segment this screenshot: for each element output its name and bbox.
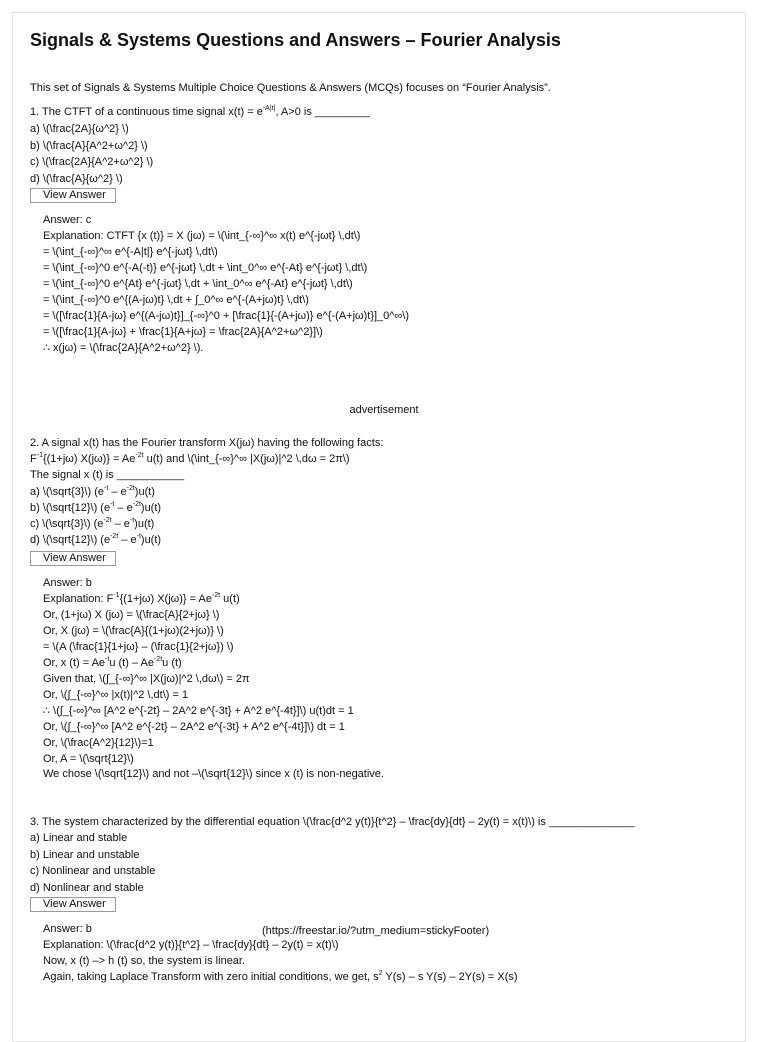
q3-option-d: d) Nonlinear and stable bbox=[30, 882, 144, 894]
q2-explanation-line: Or, \(\frac{A^2}{12}\)=1 bbox=[43, 737, 154, 749]
q2-explanation-line: Or, (1+jω) X (jω) = \(\frac{A}{2+jω} \) bbox=[43, 609, 220, 621]
q3-option-c: c) Nonlinear and unstable bbox=[30, 865, 156, 877]
advertisement-label: advertisement bbox=[349, 404, 419, 416]
q1-explanation-line: = \([\frac{1}{A-jω} e^{(A-jω)t}]_{-∞}^0 + [\frac{1}{-(A+jω)} e^{-(A+jω)t}]_0^∞\) bbox=[43, 310, 410, 322]
intro-text: This set of Signals & Systems Multiple Choice Questions & Answers (MCQs) focuses on “Fourier Analysis”. bbox=[30, 82, 551, 94]
q2-explanation-line: Given that, \(∫_{-∞}^∞ |X(jω)|^2 \,dω\) = 2π bbox=[43, 673, 250, 685]
page-title: Signals & Systems Questions and Answers – Fourier Analysis bbox=[30, 30, 561, 50]
q3-explanation-line: Explanation: \(\frac{d^2 y(t)}{t^2} – \frac{dy}{dt} – 2y(t) = x(t)\) bbox=[43, 939, 339, 951]
q2-explanation-line: Or, \(∫_{-∞}^∞ |x(t)|^2 \,dt\) = 1 bbox=[43, 689, 189, 701]
q2-view-answer-button[interactable]: View Answer bbox=[30, 551, 116, 566]
q1-explanation-line: = \(\int_{-∞}^0 e^{At} e^{-jωt} \,dt + \int_0^∞ e^{-At} e^{-jωt} \,dt\) bbox=[43, 278, 353, 290]
q1-explanation-line: = \(\int_{-∞}^0 e^{(A-jω)t} \,dt + ∫_0^∞ e^{-(A+jω)t} \,dt\) bbox=[43, 294, 309, 306]
q2-explanation-line: ∴ \(∫_{-∞}^∞ [A^2 e^{-2t} – 2A^2 e^{-3t} + A^2 e^{-4t}]\) u(t)dt = 1 bbox=[43, 705, 354, 717]
q2-blank: ___________ bbox=[116, 469, 185, 481]
sticky-footer-link[interactable]: (https://freestar.io/?utm_medium=stickyFooter) bbox=[262, 925, 490, 937]
q2-facts: $F^{-1}\{(1+j\omega) X(j\omega)\} = Ae^{-2t}$ u(t) and \(\int_{-∞}^∞ |X(jω)|^2 \,dω = 2π\) bbox=[30, 452, 350, 465]
q2-explanation-line: Or, A = \(\sqrt{12}\) bbox=[43, 753, 134, 765]
q1-option-d: d) \(\frac{A}{ω^2} \) bbox=[30, 173, 123, 185]
q1-option-a: a) \(\frac{2A}{ω^2} \) bbox=[30, 123, 129, 135]
q1-explanation-line: = \(\int_{-∞}^∞ e^{-A|t|} e^{-jωt} \,dt\) bbox=[43, 246, 218, 258]
q1-explanation-line: = \([\frac{1}{A-jω} + \frac{1}{A+jω} = \frac{2A}{A^2+ω^2}]\) bbox=[43, 326, 323, 338]
q3-option-b: b) Linear and unstable bbox=[30, 849, 140, 861]
q2-answer: Answer: b bbox=[43, 577, 92, 589]
q3-answer: Answer: b bbox=[43, 923, 92, 935]
q2-option-a: a) \(\sqrt{3}\) $(e^{-t} - e^{-2t})u(t)$ bbox=[30, 485, 155, 498]
q1-option-b: b) \(\frac{A}{A^2+ω^2} \) bbox=[30, 140, 148, 152]
q2-explanation-line: Or, x $(t) = Ae^{-t}u$ $(t) - Ae^{-2t}u$ (t) bbox=[43, 656, 182, 669]
q1-blank: _________ bbox=[314, 106, 370, 118]
q3-stem: 3. The system characterized by the differential equation \(\frac{d^2 y(t)}{t^2} – \frac{dy}{dt} – 2y(t) = x(t)\) is ______________ bbox=[30, 816, 635, 828]
q2-explanation-line: Or, \(∫_{-∞}^∞ [A^2 e^{-2t} – 2A^2 e^{-3t} + A^2 e^{-4t}]\) dt = 1 bbox=[43, 721, 345, 733]
q1-view-answer-button[interactable]: View Answer bbox=[30, 188, 116, 203]
q3-explanation-line: Again, taking Laplace Transform with zero initial conditions, we get, $s^2$ Y(s) – s Y(s) – 2Y(s) = X(s) bbox=[43, 970, 518, 983]
q2-explanation-line: Explanation: $F^{-1}\{(1+j\omega) X(j\omega)\} = Ae^{-2t}$ u(t) bbox=[43, 592, 240, 605]
q2-explanation-line: = \(A (\frac{1}{1+jω} – (\frac{1}{2+jω}) \) bbox=[43, 641, 234, 653]
q2-option-d: d) \(\sqrt{12}\) $(e^{-2t} - e^{-t})u(t)$ bbox=[30, 533, 162, 546]
q2-signal-line: The signal x (t) is ___________ bbox=[30, 469, 185, 481]
q1-stem: 1. The CTFT of a continuous time signal $x(t) = e^{-A|t|}$, A>0 is _________ bbox=[30, 105, 370, 118]
q1-explanation-line: ∴ x(jω) = \(\frac{2A}{A^2+ω^2} \). bbox=[43, 342, 204, 354]
q3-blank: ______________ bbox=[548, 816, 635, 828]
q3-view-answer-button[interactable]: View Answer bbox=[30, 897, 116, 912]
q1-option-c: c) \(\frac{2A}{A^2+ω^2} \) bbox=[30, 156, 154, 168]
q2-explanation-line: Or, X (jω) = \(\frac{A}{(1+jω)(2+jω)} \) bbox=[43, 625, 224, 637]
q3-option-a: a) Linear and stable bbox=[30, 832, 128, 844]
q1-explanation-line: = \(\int_{-∞}^0 e^{-A(-t)} e^{-jωt} \,dt + \int_0^∞ e^{-At} e^{-jωt} \,dt\) bbox=[43, 262, 368, 274]
q3-explanation-line: Now, x (t) –> h (t) so, the system is linear. bbox=[43, 955, 246, 967]
q2-option-c: c) \(\sqrt{3}\) $(e^{-2t} - e^{-t})u(t)$ bbox=[30, 517, 155, 530]
q2-stem: 2. A signal x(t) has the Fourier transform X(jω) having the following facts: bbox=[30, 437, 384, 449]
q2-explanation-line: We chose \(\sqrt{12}\) and not –\(\sqrt{12}\) since x (t) is non-negative. bbox=[43, 768, 384, 780]
q1-answer: Answer: c bbox=[43, 214, 92, 226]
q2-option-b: b) \(\sqrt{12}\) $(e^{-t} - e^{-2t})u(t)$ bbox=[30, 501, 162, 514]
q1-explanation-line: Explanation: CTFT {x (t)} = X (jω) = \(\int_{-∞}^∞ x(t) e^{-jωt} \,dt\) bbox=[43, 230, 361, 242]
